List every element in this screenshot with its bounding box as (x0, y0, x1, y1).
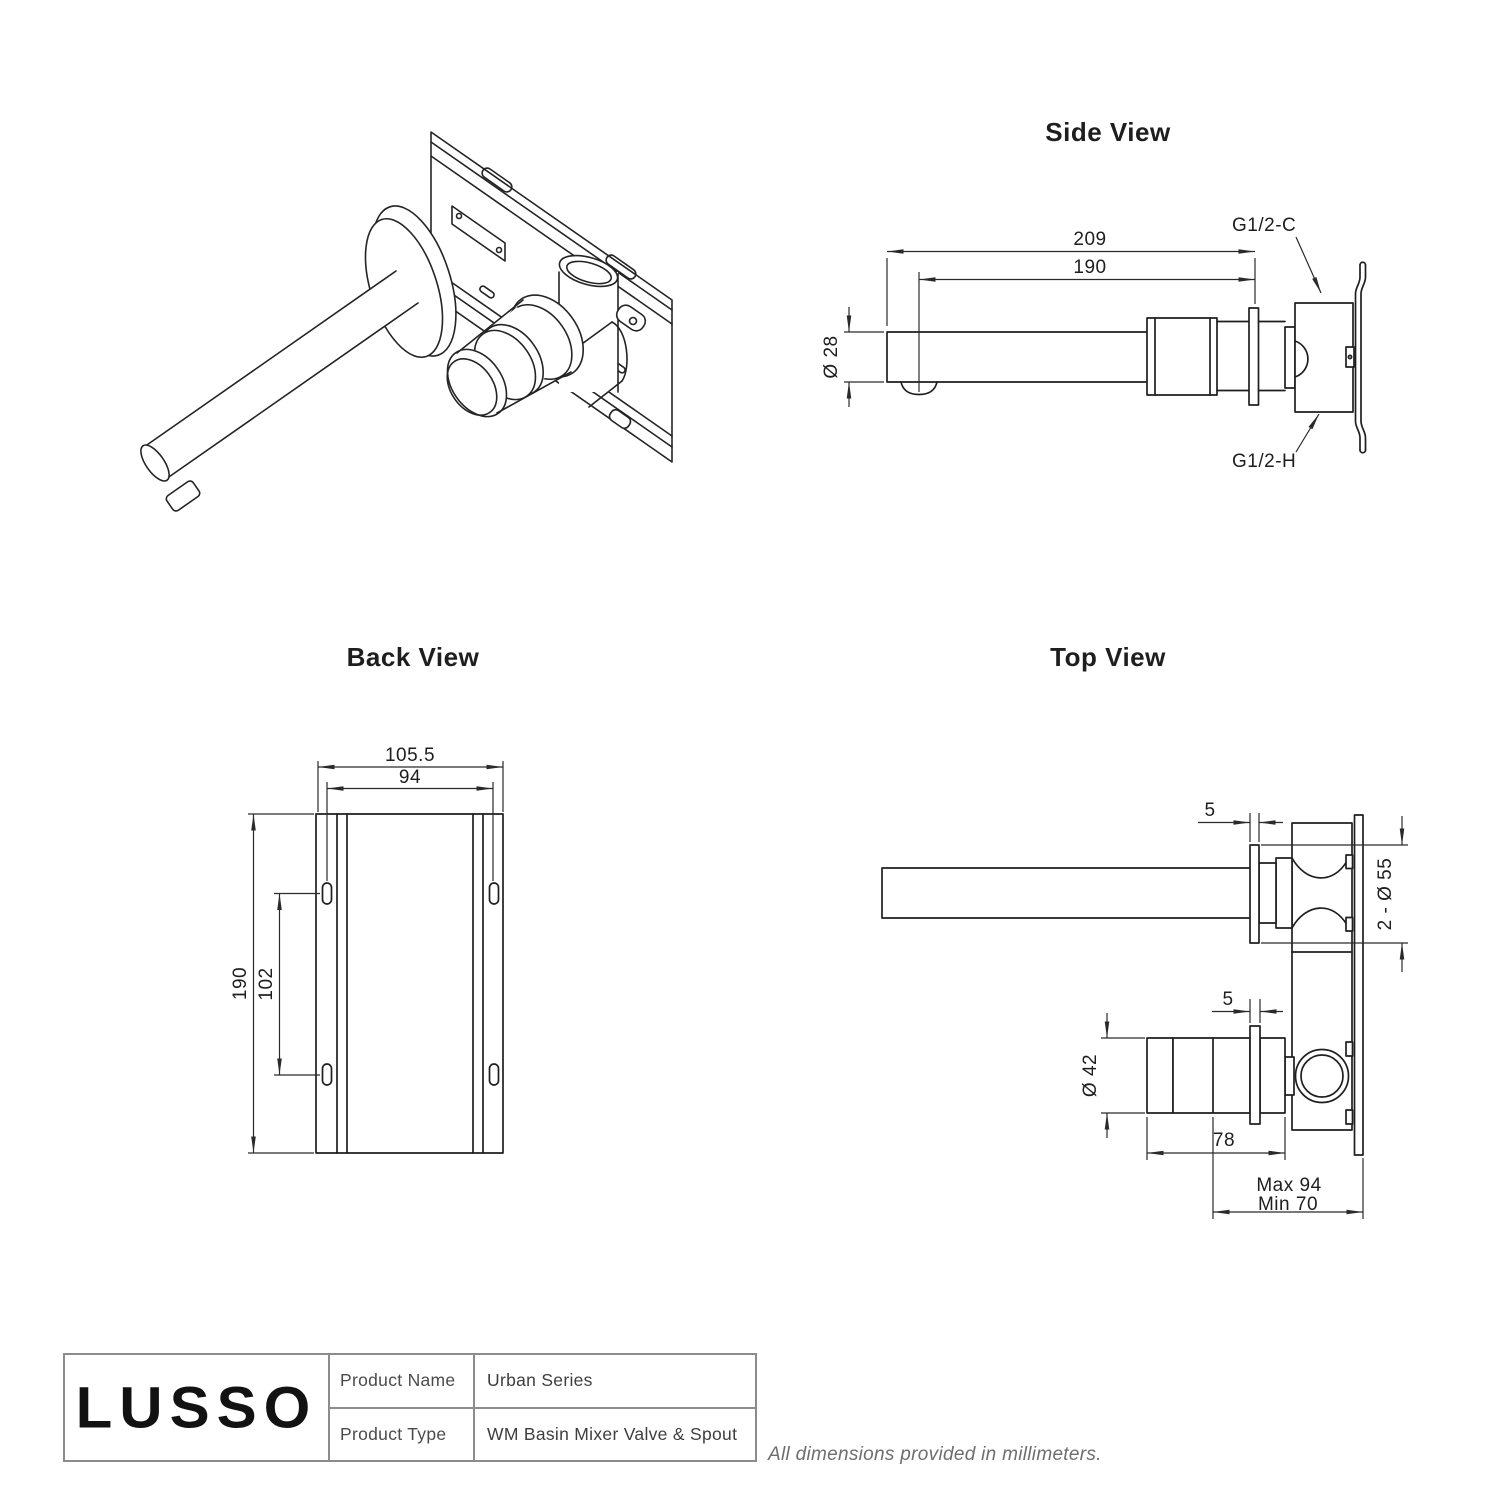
top-spout-escutcheon (1250, 845, 1259, 943)
dim-spout-length: 190 (1073, 257, 1107, 278)
dim-slot-spacing-horizontal: 94 (398, 767, 422, 788)
label-hot-inlet: G1/2-H (1232, 451, 1297, 472)
product-type-label: Product Type (330, 1409, 475, 1461)
dim-handle-diameter: Ø 42 (1080, 1053, 1101, 1098)
perspective-view (136, 132, 672, 513)
spout-assembly-iso (136, 196, 473, 513)
dim-slot-spacing-vertical: 102 (256, 967, 277, 1001)
product-name-value: Urban Series (487, 1370, 593, 1391)
side-escutcheon (1249, 308, 1259, 405)
back-view-title: Back View (346, 642, 480, 672)
top-view (882, 642, 1408, 1219)
units-note: All dimensions provided in millimeters. (768, 1444, 1102, 1465)
side-spout (887, 332, 1147, 395)
title-block-row-product-name (330, 1355, 755, 1407)
top-wall-plate (1355, 815, 1364, 1155)
dim-escutcheon-diameters: 2 - Ø 55 (1375, 857, 1396, 931)
dim-bracket-height: 190 (230, 966, 251, 1001)
product-name-label: Product Name (330, 1355, 475, 1407)
title-block (63, 1353, 757, 1462)
side-wall-plate (1356, 262, 1366, 453)
dim-spout-diameter: Ø 28 (821, 335, 842, 379)
top-spout (882, 845, 1292, 943)
dim-depth-min: Min 70 (1257, 1194, 1319, 1215)
product-type-value: WM Basin Mixer Valve & Spout (487, 1423, 738, 1444)
dim-bracket-width: 105.5 (384, 745, 436, 766)
top-handle-escutcheon (1250, 1026, 1260, 1124)
dim-overall-length: 209 (1073, 229, 1107, 250)
side-view (821, 117, 1366, 472)
side-valve-body (1295, 303, 1353, 412)
side-cartridge (1147, 318, 1217, 395)
title-block-row-product-type (330, 1407, 755, 1461)
top-view-title: Top View (1050, 642, 1166, 672)
dim-depth-max: Max 94 (1256, 1175, 1322, 1196)
label-cold-inlet: G1/2-C (1232, 215, 1297, 236)
dim-spout-escutcheon-thickness: 5 (1204, 800, 1216, 821)
dim-handle-length: 78 (1212, 1130, 1236, 1151)
side-view-title: Side View (1045, 117, 1171, 147)
back-view (230, 642, 503, 1153)
dim-handle-escutcheon-thickness: 5 (1222, 989, 1234, 1010)
top-valve-circle (1296, 1050, 1349, 1103)
lusso-logo: LUSSO (75, 1374, 318, 1441)
logo-cell (65, 1355, 330, 1460)
back-bracket-plate (316, 814, 503, 1153)
